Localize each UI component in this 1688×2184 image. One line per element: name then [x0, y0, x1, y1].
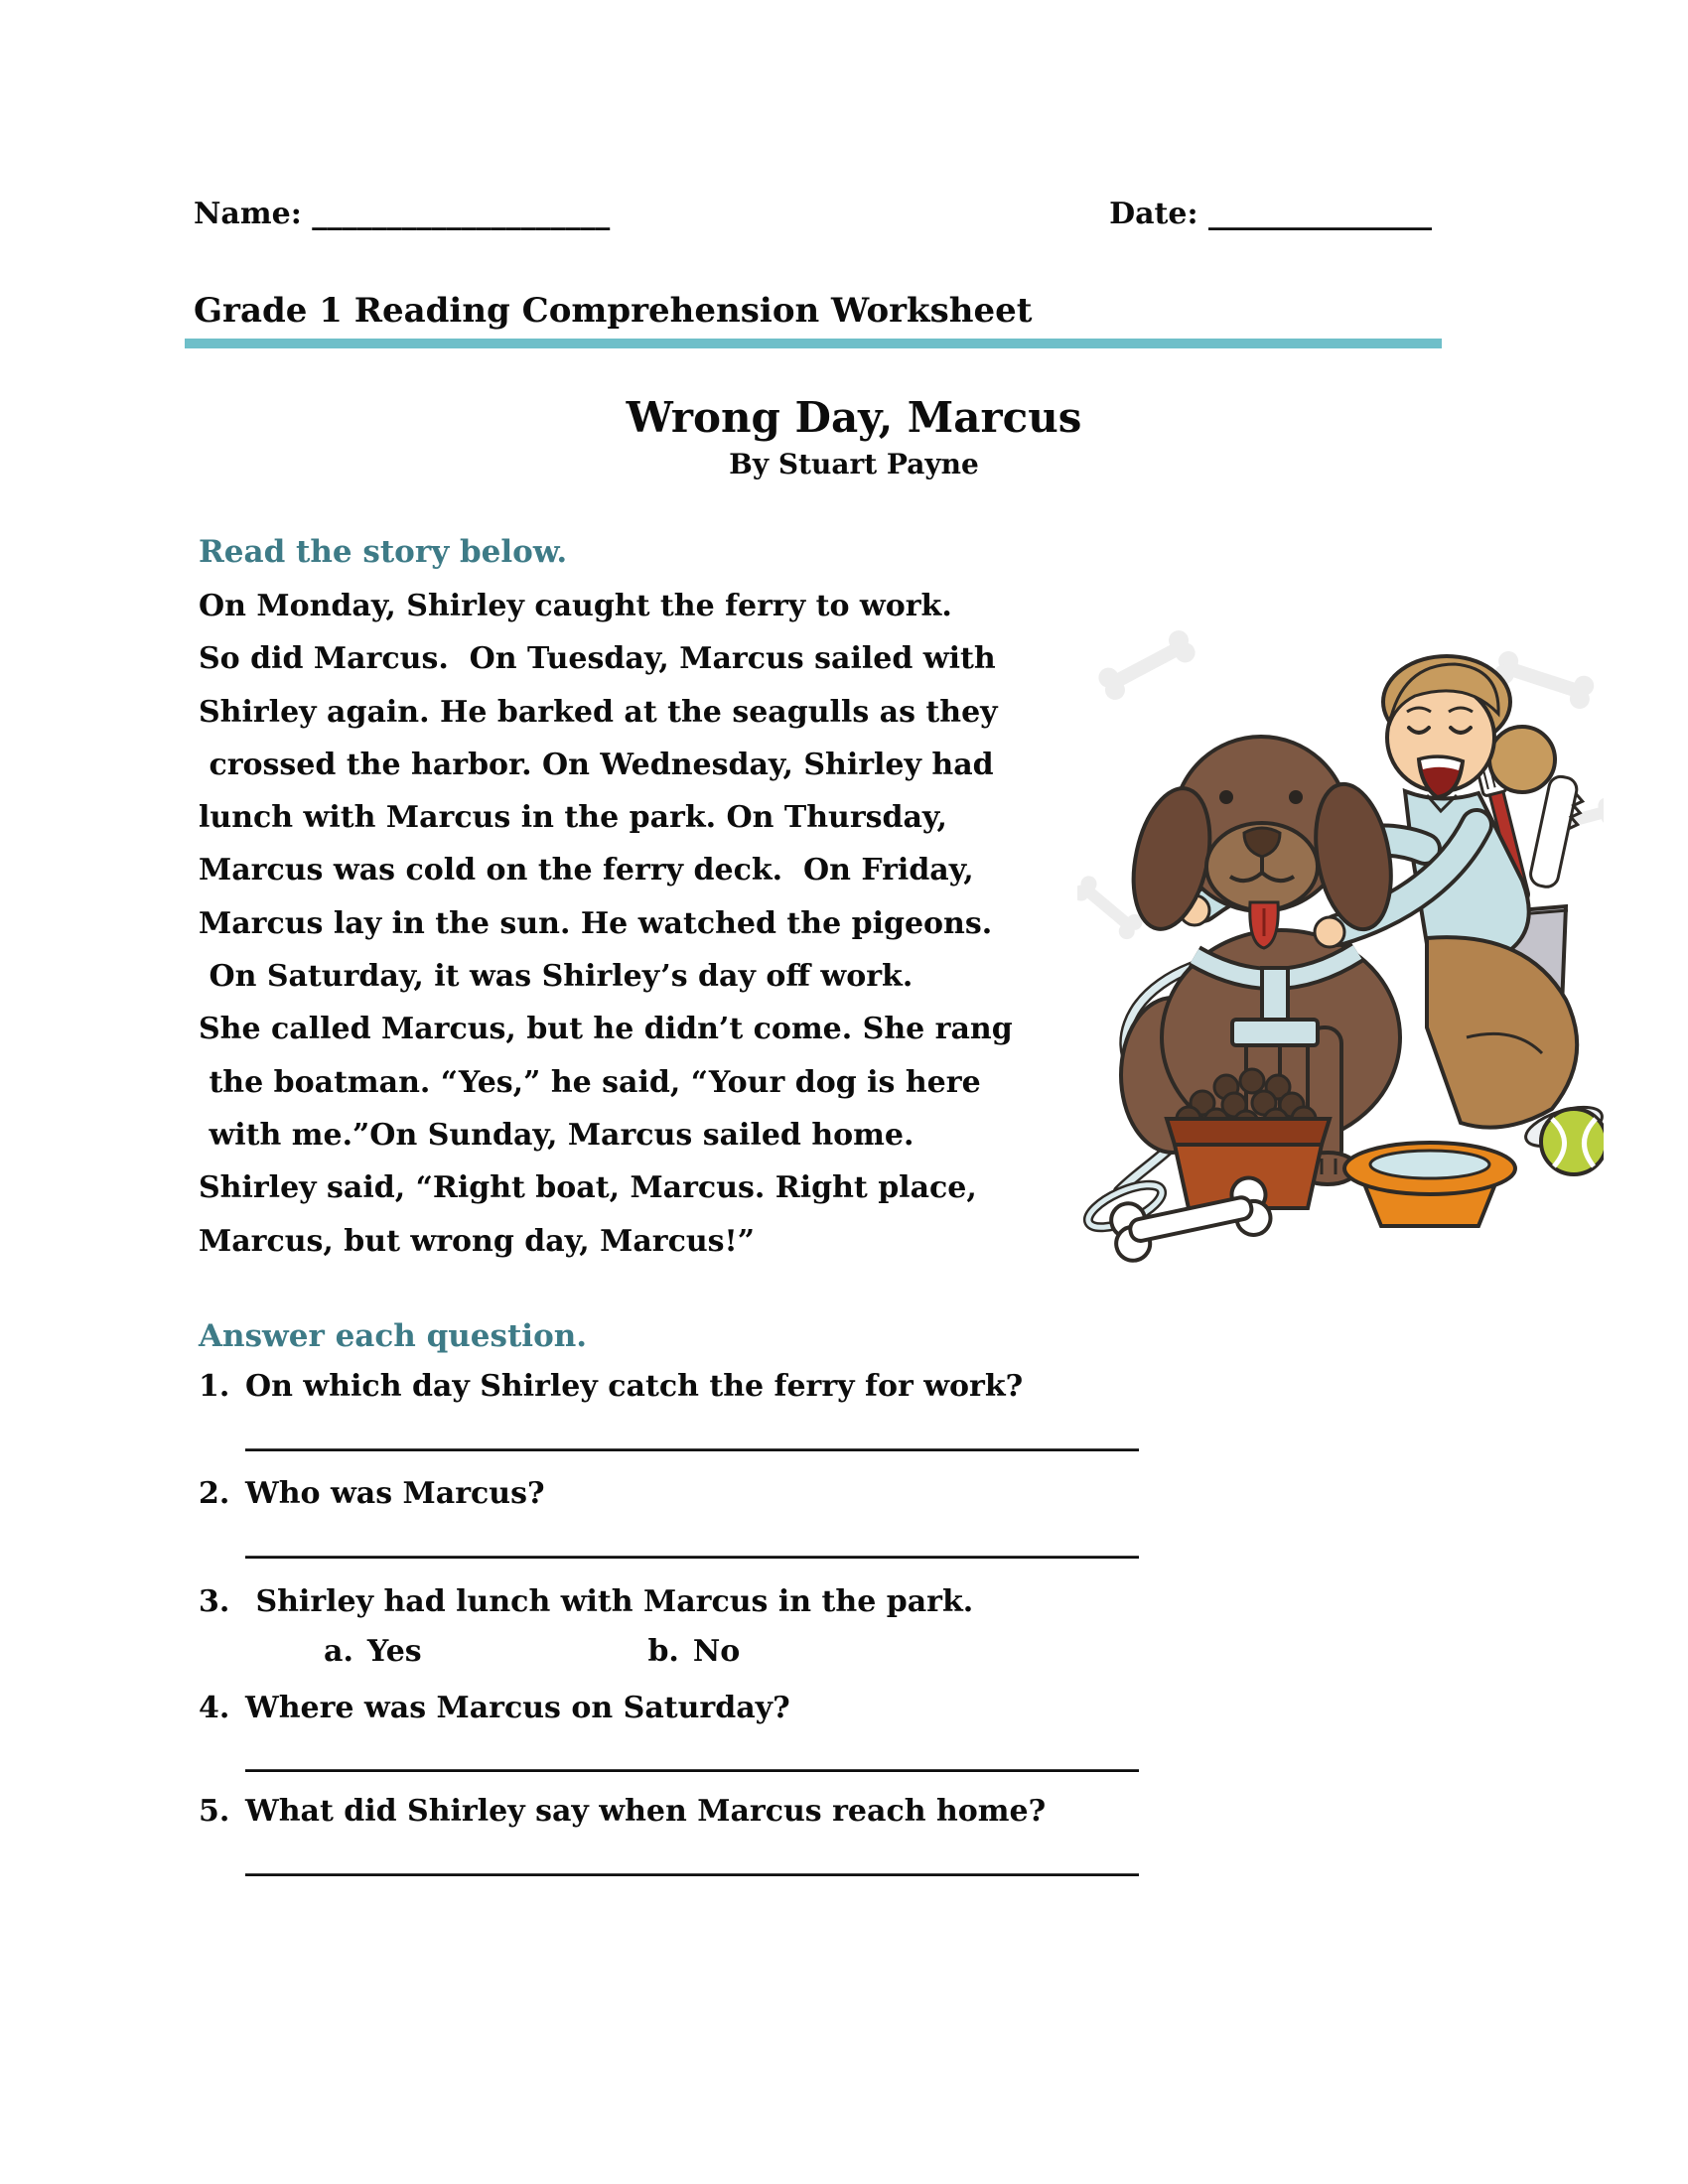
questions-instruction-heading: Answer each question. — [199, 1318, 588, 1354]
question-number: 2. — [199, 1476, 230, 1511]
story-line: the boatman. “Yes,” he said, “Your dog is here — [199, 1064, 981, 1100]
story-line: Shirley said, “Right boat, Marcus. Right place, — [199, 1170, 977, 1206]
story-line: Marcus was cold on the ferry deck. On Friday, — [199, 853, 974, 888]
answer-blank-line-4[interactable]: ____________________________________________________________ — [245, 1843, 1139, 1877]
dog-eye — [1289, 790, 1303, 804]
story-line: Marcus lay in the sun. He watched the pigeons. — [199, 905, 993, 941]
name-blank-line[interactable]: ____________________ — [312, 197, 611, 231]
option-label: b. — [647, 1634, 679, 1669]
name-label: Name: — [194, 197, 302, 231]
story-byline: By Stuart Payne — [729, 448, 979, 480]
story-instruction-heading: Read the story below. — [199, 534, 568, 570]
worksheet-heading: Grade 1 Reading Comprehension Worksheet — [194, 291, 1033, 331]
story-line: Marcus, but wrong day, Marcus!” — [199, 1223, 755, 1259]
question-number: 4. — [199, 1691, 230, 1725]
story-line: lunch with Marcus in the park. On Thursday, — [199, 800, 947, 836]
option-text: No — [692, 1634, 741, 1669]
question-text: Shirley had lunch with Marcus in the park. — [245, 1584, 974, 1619]
question-2 — [199, 1474, 545, 1514]
question-4 — [199, 1689, 790, 1728]
story-line: with me.”On Sunday, Marcus sailed home. — [199, 1117, 914, 1153]
date-blank-line[interactable]: _______________ — [1208, 197, 1432, 231]
woman-hand — [1315, 917, 1344, 947]
question-number: 1. — [199, 1369, 230, 1404]
question-5 — [199, 1792, 1046, 1832]
story-title: Wrong Day, Marcus — [626, 393, 1082, 442]
question-3-options — [324, 1632, 740, 1672]
dog-eye — [1219, 790, 1233, 804]
question-text: What did Shirley say when Marcus reach home? — [245, 1794, 1047, 1829]
header-row — [194, 195, 1432, 234]
question-number: 5. — [199, 1794, 230, 1829]
hair-bun — [1489, 727, 1555, 792]
option-label: a. — [324, 1634, 353, 1669]
date-field — [1109, 195, 1432, 234]
divider-rule — [185, 339, 1442, 348]
woman-hugging-dog-illustration — [1077, 611, 1604, 1266]
story-line: On Saturday, it was Shirley’s day off work. — [199, 959, 914, 995]
answer-blank-line-3[interactable]: ____________________________________________________________ — [245, 1738, 1139, 1773]
question-text: Who was Marcus? — [245, 1476, 545, 1511]
answer-blank-line-1[interactable]: ____________________________________________________________ — [245, 1418, 1139, 1452]
story-line: Shirley again. He barked at the seagulls as they — [199, 694, 998, 730]
answer-blank-line-2[interactable]: ____________________________________________________________ — [245, 1525, 1139, 1560]
option-a-yes[interactable] — [324, 1632, 637, 1672]
tennis-ball — [1541, 1109, 1604, 1174]
question-number: 3. — [199, 1584, 230, 1619]
question-1 — [199, 1367, 1023, 1407]
story-line: So did Marcus. On Tuesday, Marcus sailed with — [199, 641, 996, 677]
story-line: crossed the harbor. On Wednesday, Shirley had — [199, 747, 994, 782]
question-3 — [199, 1582, 973, 1622]
question-text: On which day Shirley catch the ferry for work? — [245, 1369, 1024, 1404]
comb — [1528, 774, 1586, 890]
option-b-no[interactable] — [647, 1632, 740, 1672]
question-text: Where was Marcus on Saturday? — [245, 1691, 790, 1725]
water-bowl — [1344, 1143, 1515, 1226]
date-label: Date: — [1109, 197, 1198, 231]
story-line: She called Marcus, but he didn’t come. She rang — [199, 1012, 1013, 1047]
option-text: Yes — [366, 1634, 422, 1669]
name-field — [194, 195, 610, 234]
story-line: On Monday, Shirley caught the ferry to work. — [199, 589, 952, 623]
story-text — [199, 580, 1013, 1268]
